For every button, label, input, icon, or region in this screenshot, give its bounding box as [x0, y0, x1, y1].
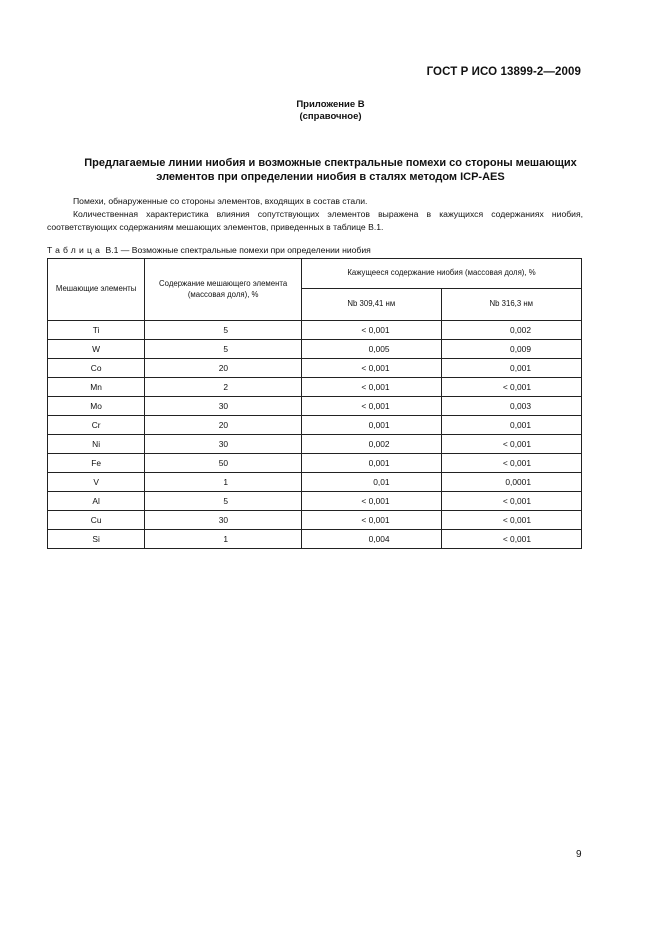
cell-nb-316: < 0,001 — [441, 378, 581, 397]
cell-nb-316: < 0,001 — [441, 530, 581, 549]
cell-nb-309: 0,004 — [302, 530, 442, 549]
header-nb-316: Nb 316,3 нм — [441, 289, 581, 321]
table-row — [48, 397, 582, 416]
cell-nb-316: 0,0001 — [441, 473, 581, 492]
cell-content: 1 — [145, 473, 302, 492]
cell-nb-316: < 0,001 — [441, 435, 581, 454]
cell-content: 5 — [145, 321, 302, 340]
cell-element: Cu — [48, 511, 145, 530]
table-row — [48, 359, 582, 378]
cell-nb-316: 0,009 — [441, 340, 581, 359]
interference-table — [47, 258, 582, 549]
table-row — [48, 416, 582, 435]
table-row — [48, 378, 582, 397]
cell-nb-316: 0,002 — [441, 321, 581, 340]
cell-content: 2 — [145, 378, 302, 397]
cell-element: Mo — [48, 397, 145, 416]
cell-content: 30 — [145, 435, 302, 454]
table-row — [48, 473, 582, 492]
cell-element: Al — [48, 492, 145, 511]
table-row — [48, 435, 582, 454]
cell-content: 1 — [145, 530, 302, 549]
table-row — [48, 530, 582, 549]
cell-nb-316: 0,003 — [441, 397, 581, 416]
cell-nb-316: < 0,001 — [441, 454, 581, 473]
table-row — [48, 321, 582, 340]
section-title-line2: элементов при определении ниобия в сталях методом ICP-AES — [156, 171, 505, 183]
cell-nb-309: < 0,001 — [302, 378, 442, 397]
cell-nb-309: 0,002 — [302, 435, 442, 454]
cell-nb-316: 0,001 — [441, 359, 581, 378]
cell-element: Si — [48, 530, 145, 549]
annex-type: (справочное) — [299, 111, 362, 122]
cell-element: Mn — [48, 378, 145, 397]
cell-element: Ti — [48, 321, 145, 340]
cell-content: 50 — [145, 454, 302, 473]
table-caption — [47, 245, 371, 255]
section-title-line1: Предлагаемые линии ниобия и возможные спектральные помехи со стороны мешающих — [84, 157, 577, 169]
cell-element: Co — [48, 359, 145, 378]
cell-content: 30 — [145, 511, 302, 530]
cell-nb-309: 0,005 — [302, 340, 442, 359]
cell-element: V — [48, 473, 145, 492]
cell-nb-309: < 0,001 — [302, 359, 442, 378]
table-caption-text: В.1 — Возможные спектральные помехи при определении ниобия — [105, 245, 371, 255]
cell-nb-309: 0,001 — [302, 416, 442, 435]
cell-element: Ni — [48, 435, 145, 454]
cell-nb-316: < 0,001 — [441, 492, 581, 511]
cell-nb-316: < 0,001 — [441, 511, 581, 530]
table-caption-prefix: Таблица — [47, 245, 104, 255]
cell-content: 5 — [145, 340, 302, 359]
cell-nb-309: < 0,001 — [302, 511, 442, 530]
cell-nb-316: 0,001 — [441, 416, 581, 435]
annex-heading — [0, 99, 661, 123]
annex-label: Приложение В — [296, 99, 365, 110]
header-apparent-niobium: Кажущееся содержание ниобия (массовая доля), % — [302, 259, 582, 289]
cell-nb-309: < 0,001 — [302, 492, 442, 511]
cell-nb-309: 0,01 — [302, 473, 442, 492]
table-row — [48, 340, 582, 359]
header-element-content: Содержание мешающего элемента (массовая доля), % — [145, 259, 302, 321]
table-row — [48, 492, 582, 511]
paragraph-2: Количественная характеристика влияния сопутствующих элементов выражена в кажущихся содержаниях ниобия, соответствующих содержаниям мешающих элементов, приведенных в таблице В.1. — [47, 209, 583, 232]
cell-nb-309: < 0,001 — [302, 397, 442, 416]
table-row — [48, 454, 582, 473]
document-code: ГОСТ Р ИСО 13899-2—2009 — [426, 66, 581, 78]
table-row — [48, 511, 582, 530]
cell-nb-309: 0,001 — [302, 454, 442, 473]
cell-nb-309: < 0,001 — [302, 321, 442, 340]
cell-content: 30 — [145, 397, 302, 416]
paragraph-1: Помехи, обнаруженные со стороны элементов, входящих в состав стали. — [73, 196, 368, 206]
cell-element: Fe — [48, 454, 145, 473]
cell-content: 5 — [145, 492, 302, 511]
cell-content: 20 — [145, 416, 302, 435]
cell-element: Cr — [48, 416, 145, 435]
header-nb-309: Nb 309,41 нм — [302, 289, 442, 321]
cell-element: W — [48, 340, 145, 359]
page-number: 9 — [576, 849, 582, 860]
cell-content: 20 — [145, 359, 302, 378]
header-interfering-elements: Мешающие элементы — [48, 259, 145, 321]
section-title — [50, 156, 611, 184]
